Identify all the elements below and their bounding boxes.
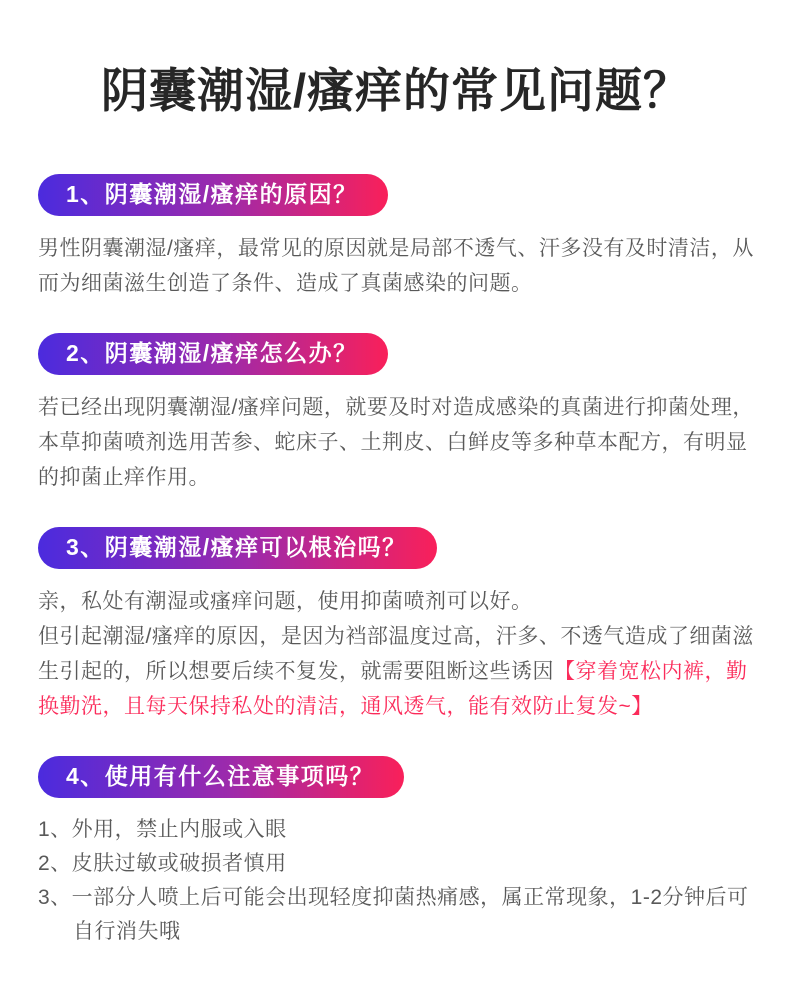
question-pill-3-label: 3、阴囊潮湿/瘙痒可以根治吗？ (66, 534, 407, 561)
page-title: 阴囊潮湿/瘙痒的常见问题？ (100, 64, 692, 117)
answer-text-3-intro: 亲，私处有潮湿或瘙痒问题，使用抑菌喷剂可以好。 (38, 590, 533, 614)
precaution-item-2: 2、皮肤过敏或破损者慎用 (38, 852, 287, 876)
answer-text-2: 若已经出现阴囊潮湿/瘙痒问题，就要及时对造成感染的真菌进行抑菌处理，本草抑菌喷剂选用苦参、蛇床子、土荆皮、白鲜皮等多种草本配方，有明显的抑菌止痒作用。 (38, 396, 754, 490)
answer-text-3-main-plain: 但引起潮湿/瘙痒的原因，是因为裆部温度过高，汗多、不透气造成了细菌滋生引起的，所以想要后续不复发，就需要阻断这些诱因 (38, 625, 754, 684)
precaution-item-3: 3、一部分人喷上后可能会出现轻度抑菌热痛感，属正常现象，1-2分钟后可自行消失哦 (38, 886, 749, 944)
answer-text-1: 男性阴囊潮湿/瘙痒，最常见的原因就是局部不透气、汗多没有及时清洁，从而为细菌滋生创造了条件、造成了真菌感染的问题。 (38, 237, 754, 296)
question-pill-1 (38, 174, 388, 216)
faq-section-solution (38, 333, 754, 495)
faq-section-precautions (38, 756, 754, 949)
question-pill-3 (38, 527, 437, 569)
precaution-list (38, 813, 754, 949)
faq-section-cause (38, 174, 754, 301)
question-pill-2 (38, 333, 388, 375)
question-pill-1-label: 1、阴囊潮湿/瘙痒的原因？ (66, 181, 358, 208)
faq-section-cure (38, 527, 754, 724)
precaution-item-1: 1、外用，禁止内服或入眼 (38, 818, 287, 842)
answer-text-3-main (38, 619, 754, 724)
question-pill-4 (38, 756, 404, 798)
answer-text-3-highlight: 【穿着宽松内裤，勤换勤洗，且每天保持私处的清洁，通风透气，能有效防止复发~】 (38, 660, 748, 719)
question-pill-4-label: 4、使用有什么注意事项吗？ (66, 763, 375, 790)
question-pill-2-label: 2、阴囊潮湿/瘙痒怎么办？ (66, 340, 358, 367)
